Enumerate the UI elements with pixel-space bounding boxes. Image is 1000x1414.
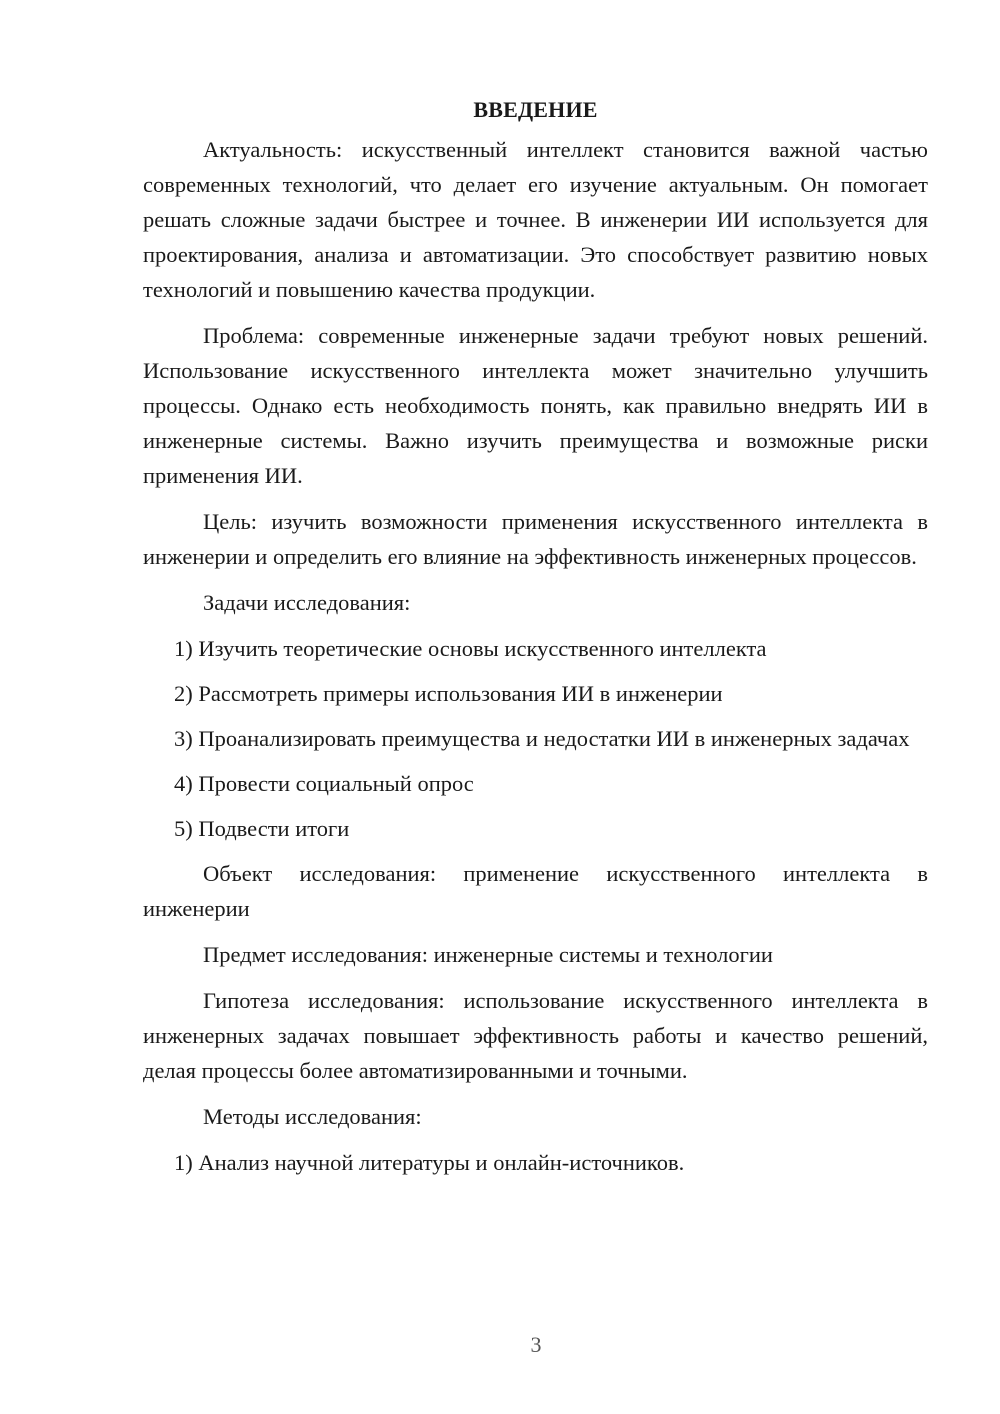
hypothesis-paragraph: Гипотеза исследования: использование искусственного интеллекта в инженерных задачах повышает эффективность работы и качество решений, делая процессы более автоматизированными и точными. [143,988,928,1083]
section-title: ВВЕДЕНИЕ [473,97,598,122]
task-item-2: 2) Рассмотреть примеры использования ИИ в инженерии [174,681,723,706]
task-item-3: 3) Проанализировать преимущества и недостатки ИИ в инженерных задачах [174,726,910,751]
task-item-4: 4) Провести социальный опрос [174,771,474,796]
problem-paragraph: Проблема: современные инженерные задачи требуют новых решений. Использование искусственного интеллекта может значительно улучшить процессы. Однако есть необходимость понять, как правильно внедрять ИИ в инженерные системы. Важно изучить преимущества и возможные риски применения ИИ. [143,323,928,488]
methods-heading: Методы исследования: [203,1104,422,1129]
page-content [143,92,928,1190]
task-item-5: 5) Подвести итоги [174,816,350,841]
page-number: 3 [530,1332,542,1357]
object-paragraph: Объект исследования: применение искусственного интеллекта в инженерии [143,861,928,921]
task-item-1: 1) Изучить теоретические основы искусственного интеллекта [174,636,767,661]
relevance-paragraph: Актуальность: искусственный интеллект становится важной частью современных технологий, что делает его изучение актуальным. Он помогает решать сложные задачи быстрее и точнее. В инженерии ИИ используется для проектирования, анализа и автоматизации. Это способствует развитию новых технологий и повышению качества продукции. [143,137,928,302]
goal-paragraph: Цель: изучить возможности применения искусственного интеллекта в инженерии и определить его влияние на эффективность инженерных процессов. [143,509,928,569]
tasks-heading: Задачи исследования: [203,590,411,615]
method-item-1: 1) Анализ научной литературы и онлайн-источников. [174,1150,685,1175]
subject-paragraph: Предмет исследования: инженерные системы и технологии [203,942,773,967]
